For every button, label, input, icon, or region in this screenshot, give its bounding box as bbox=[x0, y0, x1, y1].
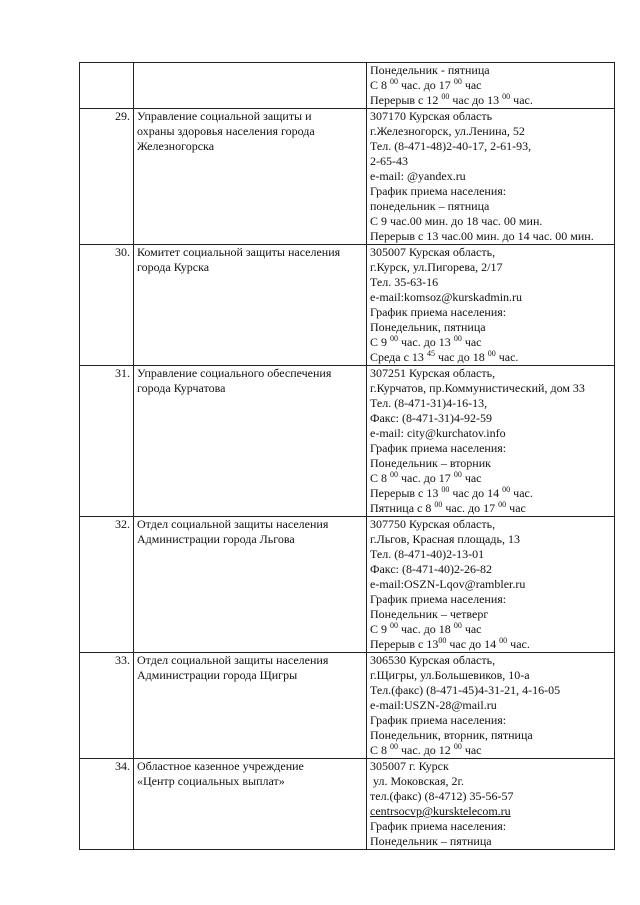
contact-line bbox=[370, 426, 611, 441]
table-row bbox=[80, 759, 615, 850]
contact-line bbox=[370, 577, 611, 592]
contact-line bbox=[370, 290, 611, 305]
contact-line bbox=[370, 229, 611, 244]
table-row bbox=[80, 366, 615, 517]
contact-line bbox=[370, 169, 611, 184]
email-link: centrsocvp@kursktelecom.ru bbox=[370, 804, 511, 818]
contact-text: Понедельник, вторник, пятница bbox=[370, 728, 533, 742]
contact-line bbox=[370, 184, 611, 199]
contact-line bbox=[370, 335, 611, 350]
contact-text: г.Льгов, Красная площадь, 13 bbox=[370, 532, 520, 546]
contact-text: График приема населения: bbox=[370, 592, 507, 606]
table-row bbox=[80, 517, 615, 653]
contact-details bbox=[367, 109, 615, 245]
contact-details bbox=[367, 653, 615, 759]
contact-line bbox=[370, 789, 611, 804]
contact-text: e-mail: @yandex.ru bbox=[370, 169, 466, 183]
contact-text: час до 14 bbox=[446, 637, 500, 651]
contact-text: Тел.(факс) (8-471-45)4-31-21, 4-16-05 bbox=[370, 683, 561, 697]
contact-line bbox=[370, 456, 611, 471]
row-number bbox=[80, 63, 134, 109]
organization-name-line: Железногорска bbox=[137, 139, 215, 153]
contact-text: Пятница с 8 bbox=[370, 501, 435, 515]
contact-line bbox=[370, 683, 611, 698]
contact-text: час bbox=[461, 78, 482, 92]
contact-line bbox=[370, 381, 611, 396]
row-number: 31. bbox=[80, 366, 134, 517]
organization-name-line: Областное казенное учреждение bbox=[137, 759, 304, 773]
time-minutes-superscript: 00 bbox=[390, 335, 399, 343]
contact-line bbox=[370, 396, 611, 411]
contact-text: График приема населения: bbox=[370, 184, 507, 198]
contact-line bbox=[370, 819, 611, 834]
organization-name bbox=[134, 63, 367, 109]
organization-name-line: охраны здоровья населения города bbox=[137, 124, 315, 138]
contact-line bbox=[370, 305, 611, 320]
contact-details bbox=[367, 517, 615, 653]
contact-text: С 9 bbox=[370, 335, 391, 349]
contact-text: Перерыв с 12 bbox=[370, 93, 442, 107]
contact-line bbox=[370, 139, 611, 154]
contact-line bbox=[370, 63, 611, 78]
contact-line bbox=[370, 622, 611, 637]
contact-line bbox=[370, 154, 611, 169]
contact-text: График приема населения: bbox=[370, 713, 507, 727]
contact-line bbox=[370, 804, 611, 819]
contact-details bbox=[367, 366, 615, 517]
contact-line bbox=[370, 275, 611, 290]
contact-line bbox=[370, 759, 611, 774]
contact-line bbox=[370, 501, 611, 516]
contact-line bbox=[370, 199, 611, 214]
organization-name-line: Отдел социальной защиты населения bbox=[137, 653, 329, 667]
row-number: 32. bbox=[80, 517, 134, 653]
contact-line bbox=[370, 486, 611, 501]
contact-text: График приема населения: bbox=[370, 819, 507, 833]
contact-line bbox=[370, 214, 611, 229]
time-minutes-superscript: 00 bbox=[502, 486, 511, 494]
contact-text: час. до 13 bbox=[398, 335, 454, 349]
organization-name-line: «Центр социальных выплат» bbox=[137, 774, 285, 788]
contact-text: час. bbox=[510, 486, 533, 500]
row-number: 30. bbox=[80, 245, 134, 366]
contact-text: час. bbox=[510, 93, 533, 107]
contact-text: Тел. (8-471-40)2-13-01 bbox=[370, 547, 485, 561]
contact-text: ул. Моковская, 2г. bbox=[370, 774, 465, 788]
organization-name-line: Администрации города Щигры bbox=[137, 668, 298, 682]
time-minutes-superscript: 00 bbox=[499, 637, 508, 645]
contact-text: Понедельник – вторник bbox=[370, 456, 491, 470]
contact-text: График приема населения: bbox=[370, 305, 507, 319]
contact-line bbox=[370, 260, 611, 275]
contact-text: г.Курск, ул.Пигорева, 2/17 bbox=[370, 260, 503, 274]
contact-line bbox=[370, 547, 611, 562]
contact-text: Перерыв с 13 час.00 мин. до 14 час. 00 мин. bbox=[370, 229, 594, 243]
contact-line bbox=[370, 668, 611, 683]
organization-name bbox=[134, 653, 367, 759]
time-minutes-superscript: 00 bbox=[390, 471, 399, 479]
organization-name bbox=[134, 759, 367, 850]
contact-text: С 8 bbox=[370, 471, 391, 485]
contact-line bbox=[370, 834, 611, 849]
contact-line bbox=[370, 517, 611, 532]
contact-text: Среда с 13 bbox=[370, 350, 427, 364]
contact-line bbox=[370, 653, 611, 668]
contact-text: час до 14 bbox=[449, 486, 503, 500]
time-minutes-superscript: 00 bbox=[453, 622, 462, 630]
time-minutes-superscript: 00 bbox=[498, 501, 507, 509]
time-minutes-superscript: 00 bbox=[438, 637, 447, 645]
contact-text: час. до 17 bbox=[398, 471, 454, 485]
time-minutes-superscript: 00 bbox=[502, 93, 511, 101]
contact-text: Тел. 35-63-16 bbox=[370, 275, 439, 289]
time-minutes-superscript: 00 bbox=[487, 350, 496, 358]
table-row bbox=[80, 245, 615, 366]
contact-line bbox=[370, 78, 611, 93]
contact-text: г.Курчатов, пр.Коммунистический, дом 33 bbox=[370, 381, 585, 395]
contact-line bbox=[370, 728, 611, 743]
contact-text: час bbox=[506, 501, 526, 515]
contact-text: 307251 Курская область, bbox=[370, 366, 496, 380]
contact-text: Перерыв с 13 bbox=[370, 637, 439, 651]
contact-line bbox=[370, 109, 611, 124]
organization-name bbox=[134, 109, 367, 245]
contact-text: Понедельник – пятница bbox=[370, 834, 492, 848]
contact-text: тел.(факс) (8-4712) 35-56-57 bbox=[370, 789, 514, 803]
organization-name bbox=[134, 245, 367, 366]
time-minutes-superscript: 00 bbox=[453, 78, 462, 86]
organization-name bbox=[134, 366, 367, 517]
contact-line bbox=[370, 411, 611, 426]
contact-text: 306530 Курская область, bbox=[370, 653, 496, 667]
contact-line bbox=[370, 366, 611, 381]
contact-text: Понедельник - пятница bbox=[370, 63, 490, 77]
time-minutes-superscript: 00 bbox=[453, 743, 462, 751]
contact-text: Понедельник – четверг bbox=[370, 607, 489, 621]
contact-line bbox=[370, 562, 611, 577]
contact-text: 2-65-43 bbox=[370, 154, 408, 168]
contact-details bbox=[367, 245, 615, 366]
contact-line bbox=[370, 93, 611, 108]
contact-text: e-mail:komsoz@kurskadmin.ru bbox=[370, 290, 523, 304]
contact-details bbox=[367, 759, 615, 850]
row-number: 34. bbox=[80, 759, 134, 850]
contact-text: понедельник – пятница bbox=[370, 199, 490, 213]
contact-line bbox=[370, 471, 611, 486]
contact-line bbox=[370, 637, 611, 652]
organization-name-line: Отдел социальной защиты населения bbox=[137, 517, 329, 531]
contact-line bbox=[370, 124, 611, 139]
contact-text: г.Щигры, ул.Большевиков, 10-а bbox=[370, 668, 530, 682]
organization-name-line: города Курчатова bbox=[137, 381, 226, 395]
organization-name-line: Комитет социальной защиты населения bbox=[137, 245, 341, 259]
contact-text: Факс: (8-471-31)4-92-59 bbox=[370, 411, 492, 425]
contact-line bbox=[370, 774, 611, 789]
contact-text: 307170 Курская область bbox=[370, 109, 493, 123]
contact-text: Перерыв с 13 bbox=[370, 486, 442, 500]
contact-text: Факс: (8-471-40)2-26-82 bbox=[370, 562, 492, 576]
contact-text: час bbox=[461, 622, 482, 636]
time-minutes-superscript: 00 bbox=[390, 743, 399, 751]
table-row bbox=[80, 63, 615, 109]
contact-line bbox=[370, 592, 611, 607]
contact-line bbox=[370, 441, 611, 456]
contact-details bbox=[367, 63, 615, 109]
contact-text: г.Железногорск, ул.Ленина, 52 bbox=[370, 124, 525, 138]
contact-line bbox=[370, 713, 611, 728]
contact-text: час. до 17 bbox=[398, 78, 454, 92]
contact-text: График приема населения: bbox=[370, 441, 507, 455]
contact-line bbox=[370, 532, 611, 547]
social-protection-contacts-table bbox=[79, 62, 615, 850]
time-minutes-superscript: 00 bbox=[390, 622, 399, 630]
time-minutes-superscript: 00 bbox=[453, 335, 462, 343]
contact-text: С 9 bbox=[370, 622, 391, 636]
contact-line bbox=[370, 320, 611, 335]
time-minutes-superscript: 45 bbox=[426, 350, 435, 358]
organization-name-line: города Курска bbox=[137, 260, 210, 274]
time-minutes-superscript: 00 bbox=[453, 471, 462, 479]
organization-name bbox=[134, 517, 367, 653]
contact-text: e-mail: city@kurchatov.info bbox=[370, 426, 506, 440]
time-minutes-superscript: 00 bbox=[441, 93, 450, 101]
contact-line bbox=[370, 607, 611, 622]
contact-text: час до 18 bbox=[434, 350, 488, 364]
table-row bbox=[80, 653, 615, 759]
contact-text: С 8 bbox=[370, 78, 391, 92]
contact-text: С 8 bbox=[370, 743, 391, 757]
contact-text: 307750 Курская область, bbox=[370, 517, 496, 531]
row-number: 29. bbox=[80, 109, 134, 245]
contact-text: час. bbox=[495, 350, 519, 364]
contact-line bbox=[370, 350, 611, 365]
contact-text: час bbox=[461, 471, 482, 485]
contact-text: С 9 час.00 мин. до 18 час. 00 мин. bbox=[370, 214, 543, 228]
row-number: 33. bbox=[80, 653, 134, 759]
time-minutes-superscript: 00 bbox=[390, 78, 399, 86]
contact-text: час до 13 bbox=[449, 93, 503, 107]
contact-line bbox=[370, 698, 611, 713]
contact-text: e-mail:USZN-28@mail.ru bbox=[370, 698, 497, 712]
contact-text: 305007 г. Курск bbox=[370, 759, 449, 773]
contact-text: Тел. (8-471-48)2-40-17, 2-61-93, bbox=[370, 139, 532, 153]
organization-name-line: Управление социального обеспечения bbox=[137, 366, 332, 380]
table-row bbox=[80, 109, 615, 245]
contact-text: час. bbox=[507, 637, 530, 651]
contact-line bbox=[370, 245, 611, 260]
time-minutes-superscript: 00 bbox=[441, 486, 450, 494]
contact-text: час. до 18 bbox=[398, 622, 454, 636]
time-minutes-superscript: 00 bbox=[434, 501, 443, 509]
contact-text: e-mail:OSZN-Lqov@rambler.ru bbox=[370, 577, 526, 591]
contact-text: час. до 12 bbox=[398, 743, 454, 757]
contact-text: час. до 17 bbox=[442, 501, 499, 515]
contact-text: 305007 Курская область, bbox=[370, 245, 496, 259]
contact-line bbox=[370, 743, 611, 758]
organization-name-line: Администрации города Льгова bbox=[137, 532, 295, 546]
organization-name-line: Управление социальной защиты и bbox=[137, 109, 312, 123]
contact-text: час bbox=[461, 335, 482, 349]
contact-text: час bbox=[461, 743, 482, 757]
contact-text: Тел. (8-471-31)4-16-13, bbox=[370, 396, 488, 410]
contact-text: Понедельник, пятница bbox=[370, 320, 486, 334]
